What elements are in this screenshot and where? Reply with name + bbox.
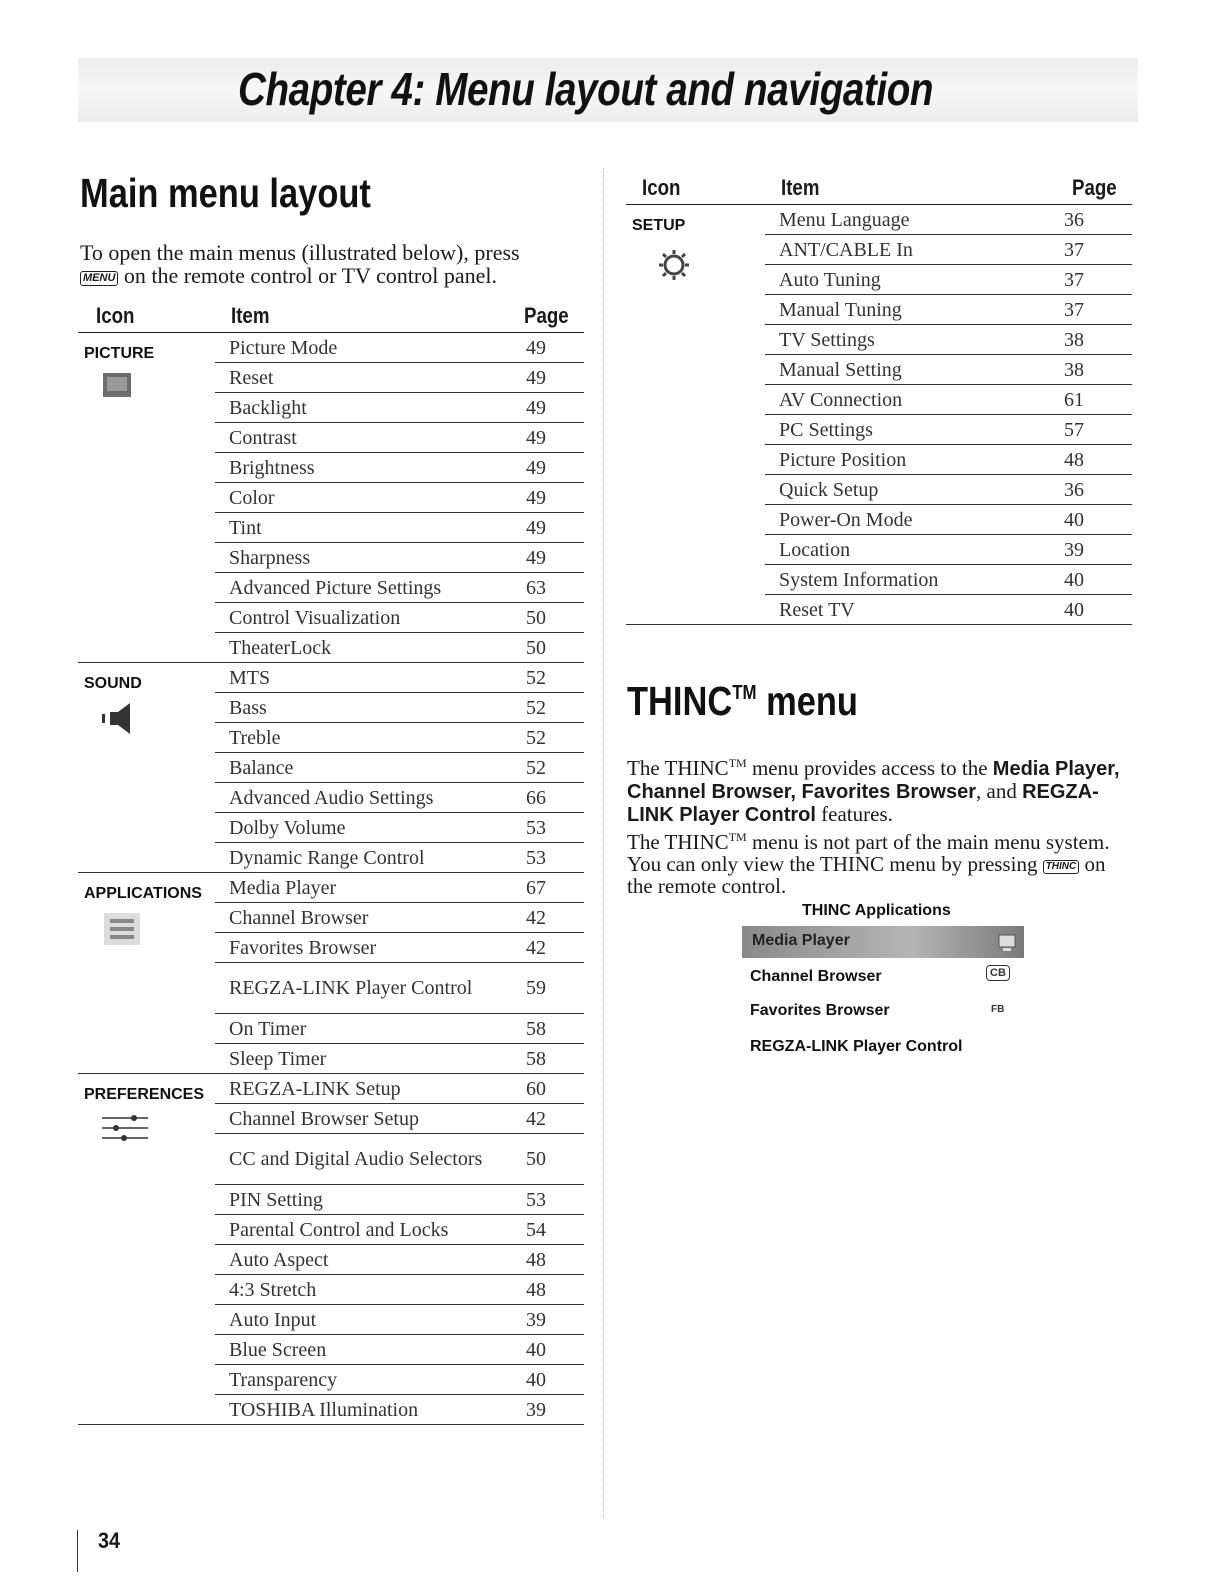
menu-item-name: Dynamic Range Control [215, 843, 518, 873]
menu-item-name: Power-On Mode [765, 505, 1056, 535]
menu-item-name: Favorites Browser [215, 933, 518, 963]
menu-item-name: Bass [215, 693, 518, 723]
menu-item-name: On Timer [215, 1014, 518, 1044]
menu-item-name: TOSHIBA Illumination [215, 1395, 518, 1425]
main-menu-intro [80, 241, 580, 287]
channel-browser-icon: CB [986, 965, 1010, 981]
intro-text-2: on the remote control or TV control panel. [123, 263, 497, 288]
osd-item-regza-link[interactable]: REGZA-LINK Player Control [750, 1038, 963, 1055]
thinc-paragraph-1: The THINC™ menu provides access to the Media Player, Channel Browser, Favorites Browser, and REGZA-LINK Player Control features. [627, 756, 1120, 826]
menu-item-name: Contrast [215, 423, 518, 453]
menu-item-page: 48 [518, 1275, 584, 1305]
menu-item-page: 42 [518, 933, 584, 963]
menu-item-page: 60 [518, 1074, 584, 1104]
speaker-icon [100, 701, 215, 740]
menu-item-name: ANT/CABLE In [765, 235, 1056, 265]
column-item: Item [765, 174, 1056, 205]
menu-item-name: Reset TV [765, 595, 1056, 625]
menu-item-name: Reset [215, 363, 518, 393]
menu-item-name: Auto Tuning [765, 265, 1056, 295]
menu-item-page: 39 [518, 1395, 584, 1425]
menu-item-page: 48 [1056, 445, 1132, 475]
menu-item-page: 49 [518, 363, 584, 393]
menu-item-name: Balance [215, 753, 518, 783]
menu-item-page: 50 [518, 633, 584, 663]
menu-item-name: PC Settings [765, 415, 1056, 445]
menu-item-name: Picture Mode [215, 333, 518, 363]
menu-item-page: 37 [1056, 295, 1132, 325]
thinc-applications-screen [738, 898, 1028, 1068]
menu-category-label: APPLICATIONS [84, 885, 202, 902]
menu-category-label: PICTURE [84, 345, 155, 362]
menu-item-name: Menu Language [765, 205, 1056, 235]
menu-item-page: 53 [518, 1185, 584, 1215]
menu-item-page: 39 [518, 1305, 584, 1335]
column-page: Page [1056, 174, 1132, 205]
menu-item-page: 61 [1056, 385, 1132, 415]
menu-item-page: 52 [518, 723, 584, 753]
table-header [78, 302, 584, 333]
thinc-key-icon: THINC [1043, 860, 1080, 874]
media-player-icon [996, 931, 1018, 953]
column-page: Page [518, 302, 584, 333]
menu-item-page: 63 [518, 573, 584, 603]
menu-item-name: REGZA-LINK Setup [215, 1074, 518, 1104]
thinc-heading: THINC™ menu [627, 678, 858, 724]
menu-item-page: 38 [1056, 325, 1132, 355]
menu-item-page: 67 [518, 873, 584, 903]
thinc-paragraph-2: The THINC™ menu is not part of the main menu system. You can only view the THINC menu by pressing THINC on the remote control. [627, 830, 1110, 898]
menu-item-name: Sleep Timer [215, 1044, 518, 1074]
column-item: Item [215, 302, 518, 333]
column-divider [603, 168, 604, 1518]
table-row [78, 333, 584, 363]
column-icon: Icon [78, 302, 215, 333]
main-menu-heading: Main menu layout [80, 170, 371, 216]
menu-item-page: 49 [518, 453, 584, 483]
menu-item-name: Treble [215, 723, 518, 753]
menu-item-name: Advanced Picture Settings [215, 573, 518, 603]
icon-cell-sound [78, 663, 215, 873]
chapter-title: Chapter 4: Menu layout and navigation [238, 63, 934, 115]
table-header [626, 174, 1132, 205]
tm-mark: TM [732, 682, 757, 704]
menu-item-name: Backlight [215, 393, 518, 423]
menu-item-name: TV Settings [765, 325, 1056, 355]
menu-item-name: Channel Browser Setup [215, 1104, 518, 1134]
gear-icon [648, 243, 765, 290]
menu-category-label: PREFERENCES [84, 1086, 205, 1103]
menu-item-page: 37 [1056, 235, 1132, 265]
page-number-rule [77, 1530, 78, 1572]
menu-item-page: 40 [1056, 565, 1132, 595]
menu-item-page: 53 [518, 843, 584, 873]
menu-item-page: 57 [1056, 415, 1132, 445]
menu-item-page: 49 [518, 543, 584, 573]
osd-selected-item[interactable]: Media Player [742, 926, 1024, 958]
setup-menu-table [626, 174, 1132, 625]
table-row [78, 663, 584, 693]
menu-item-page: 52 [518, 663, 584, 693]
menu-item-name: CC and Digital Audio Selectors [215, 1134, 518, 1185]
menu-item-name: Brightness [215, 453, 518, 483]
menu-key-icon: MENU [80, 271, 118, 286]
menu-item-page: 50 [518, 1134, 584, 1185]
menu-item-page: 52 [518, 753, 584, 783]
menu-item-name: 4:3 Stretch [215, 1275, 518, 1305]
main-menu-table [78, 302, 584, 1425]
applications-icon [100, 911, 215, 952]
menu-item-name: Tint [215, 513, 518, 543]
menu-item-name: Manual Setting [765, 355, 1056, 385]
table-row [626, 205, 1132, 235]
menu-item-name: Control Visualization [215, 603, 518, 633]
menu-item-page: 40 [1056, 505, 1132, 535]
menu-item-name: Quick Setup [765, 475, 1056, 505]
menu-item-page: 49 [518, 393, 584, 423]
osd-title: THINC Applications [802, 902, 951, 919]
menu-item-name: Transparency [215, 1365, 518, 1395]
menu-item-page: 40 [1056, 595, 1132, 625]
menu-item-page: 48 [518, 1245, 584, 1275]
menu-item-name: Manual Tuning [765, 295, 1056, 325]
menu-item-page: 42 [518, 903, 584, 933]
osd-item-channel-browser[interactable]: Channel Browser [750, 968, 882, 985]
menu-item-page: 49 [518, 423, 584, 453]
menu-item-page: 58 [518, 1044, 584, 1074]
favorites-browser-icon: FB [991, 1004, 1005, 1015]
menu-item-name: MTS [215, 663, 518, 693]
menu-item-page: 38 [1056, 355, 1132, 385]
menu-item-page: 66 [518, 783, 584, 813]
menu-item-name: Media Player [215, 873, 518, 903]
menu-category-label: SETUP [632, 217, 686, 234]
menu-category-label: SOUND [84, 675, 142, 692]
table-row [78, 1074, 584, 1104]
menu-item-page: 54 [518, 1215, 584, 1245]
menu-item-page: 40 [518, 1335, 584, 1365]
menu-item-page: 49 [518, 483, 584, 513]
page-number: 34 [98, 1528, 121, 1553]
menu-item-name: Auto Aspect [215, 1245, 518, 1275]
menu-item-name: AV Connection [765, 385, 1056, 415]
menu-item-page: 59 [518, 963, 584, 1014]
menu-item-page: 52 [518, 693, 584, 723]
osd-item-favorites-browser[interactable]: Favorites Browser [750, 1002, 890, 1019]
intro-text-1: To open the main menus (illustrated below), press [80, 240, 520, 265]
table-row [78, 873, 584, 903]
menu-item-name: Blue Screen [215, 1335, 518, 1365]
picture-icon [100, 371, 215, 406]
icon-cell-preferences [78, 1074, 215, 1425]
menu-item-name: PIN Setting [215, 1185, 518, 1215]
icon-cell-applications [78, 873, 215, 1074]
column-icon: Icon [626, 174, 765, 205]
menu-item-page: 49 [518, 513, 584, 543]
menu-item-page: 37 [1056, 265, 1132, 295]
menu-item-name: Picture Position [765, 445, 1056, 475]
menu-item-name: TheaterLock [215, 633, 518, 663]
menu-item-page: 49 [518, 333, 584, 363]
menu-item-page: 36 [1056, 475, 1132, 505]
menu-item-page: 39 [1056, 535, 1132, 565]
menu-item-name: Advanced Audio Settings [215, 783, 518, 813]
menu-item-name: REGZA-LINK Player Control [215, 963, 518, 1014]
menu-item-page: 50 [518, 603, 584, 633]
menu-item-name: System Information [765, 565, 1056, 595]
icon-cell-setup [626, 205, 765, 625]
menu-item-name: Color [215, 483, 518, 513]
menu-item-name: Location [765, 535, 1056, 565]
menu-item-name: Parental Control and Locks [215, 1215, 518, 1245]
sliders-icon [100, 1112, 215, 1151]
menu-item-page: 53 [518, 813, 584, 843]
menu-item-page: 42 [518, 1104, 584, 1134]
thinc-description [627, 752, 1132, 897]
menu-item-name: Sharpness [215, 543, 518, 573]
menu-item-page: 36 [1056, 205, 1132, 235]
menu-item-name: Auto Input [215, 1305, 518, 1335]
icon-cell-picture [78, 333, 215, 663]
menu-item-name: Dolby Volume [215, 813, 518, 843]
menu-item-name: Channel Browser [215, 903, 518, 933]
menu-item-page: 58 [518, 1014, 584, 1044]
menu-item-page: 40 [518, 1365, 584, 1395]
